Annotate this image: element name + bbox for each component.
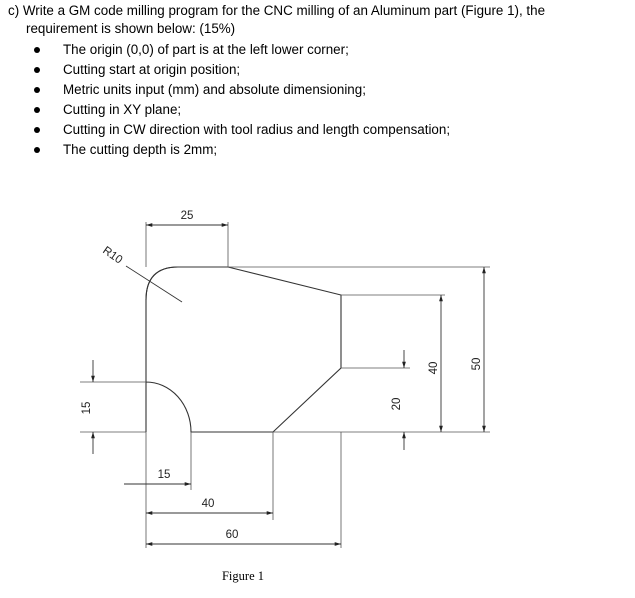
extension-lines bbox=[80, 222, 490, 548]
question-line-1: c) Write a GM code milling program for the CNC milling of an Aluminum part (Figure 1), the bbox=[8, 3, 546, 18]
dim-bottom-flat: 40 bbox=[201, 498, 215, 510]
part-outline bbox=[146, 382, 191, 432]
list-item: The cutting depth is 2mm; bbox=[30, 140, 450, 160]
dimension-lines bbox=[93, 225, 484, 544]
list-item: Cutting start at origin position; bbox=[30, 60, 450, 80]
dim-right-height: 40 bbox=[428, 361, 440, 375]
dim-total-height: 50 bbox=[471, 357, 483, 371]
question-line-2: requirement is shown below: (15%) bbox=[26, 21, 236, 36]
dim-top-width: 25 bbox=[180, 210, 194, 222]
radius-leader bbox=[126, 266, 182, 302]
part-profile bbox=[146, 267, 341, 432]
dim-arc-width: 15 bbox=[157, 469, 171, 481]
list-item: Cutting in XY plane; bbox=[30, 100, 450, 120]
figure-caption: Figure 1 bbox=[221, 569, 265, 583]
dim-chamfer-height: 20 bbox=[391, 397, 403, 411]
dim-corner-radius: R10 bbox=[100, 244, 125, 267]
list-item: The origin (0,0) of part is at the left lower corner; bbox=[30, 40, 450, 60]
list-item: Metric units input (mm) and absolute dimensioning; bbox=[30, 80, 450, 100]
corner-arc bbox=[146, 267, 178, 300]
dim-left-height: 15 bbox=[81, 401, 93, 415]
dim-total-width: 60 bbox=[225, 529, 239, 541]
list-item: Cutting in CW direction with tool radius and length compensation; bbox=[30, 120, 450, 140]
